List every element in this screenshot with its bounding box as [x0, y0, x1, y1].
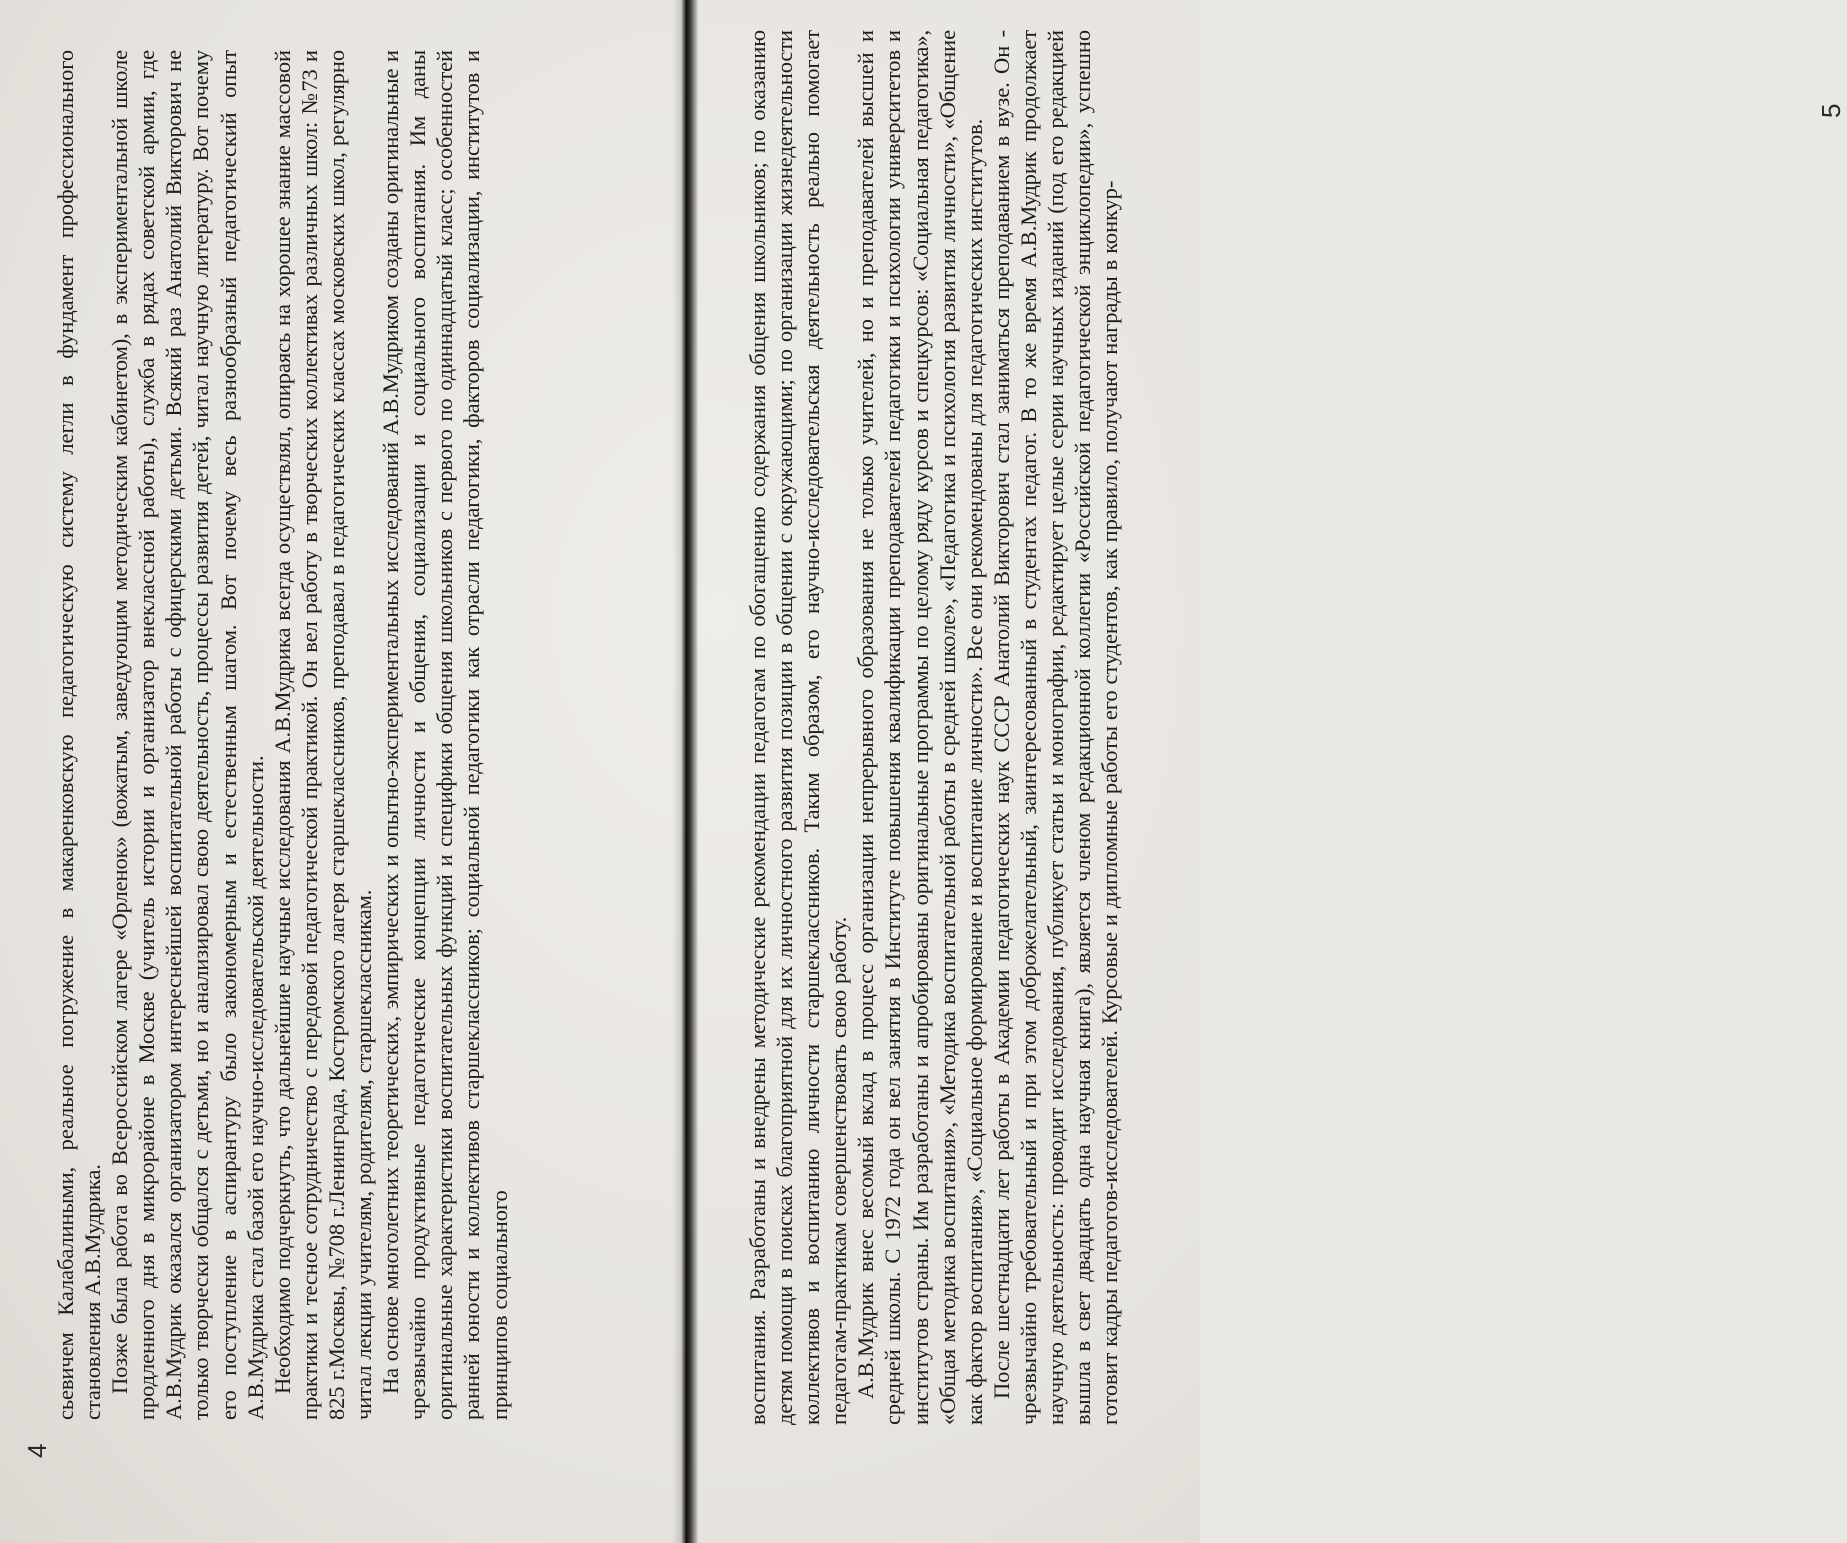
left-page-text: [52, 50, 513, 1420]
left-paragraph-4: На основе многолетних теоретических, эмпирических и опытно-экспериментальных исследований А.В.Мудриком созданы оригинальные и чрезвычайно продуктивные педагогические концепции личности и общения, социализации и социального воспитания. Им даны оригинальные характеристики воспитательных функций и специфики общения школьников с первого по одиннадцатый класс; особенностей ранней юности и коллективов старшеклассников; социальной педагогики как отрасли педагогики, факторов социализации, институтов и принципов социального: [378, 50, 512, 1420]
right-paragraph-2: А.В.Мудрик внес весомый вклад в процесс организации непрерывного образования не только учителей, но и преподавателей высшей и средней школы. С 1972 года он вел занятия в Институте повышения квалификации преподавателей педагогики и психологии университетов и институтов страны. Им разработаны и апробированы оригинальные программы по целому ряду курсов и спецкурсов: «Социальная педагогика», «Общая методика воспитания», «Методика воспитательной работы в средней школе», «Педагогика и психология развития личности», «Общение как фактор воспитания», «Социальное формирование и воспитание личности». Все они рекомендованы для педагогических институтов.: [853, 30, 987, 1425]
left-paragraph-2: Позже была работа во Всероссийском лагере «Орленок» (вожатым, заведующим методическим кабинетом), в экспериментальной школе продленного дня в микрорайоне в Москве (учитель истории и организатор внеклассной работы), служба в рядах советской армии, где А.В.Мудрик оказался организатором интереснейшей воспитательной работы с офицерскими детьми. Всякий раз Анатолий Викторович не только творчески общался с детьми, но и анализировал свою деятельность, процессы развития детей, читал научную литературу. Вот почему его поступление в аспирантуру было закономерным и естественным шагом. Вот почему весь разнообразный педагогический опыт А.В.Мудрика стал базой его научно-исследовательской деятельности.: [107, 50, 268, 1420]
left-page-number: 4: [22, 1443, 52, 1458]
left-paragraph-1: сьевичем Калабалиными, реальное погружение в макаренковскую педагогическую систему легли в фундамент профессионального становления А.В.Мудрика.: [53, 50, 106, 1420]
left-page: [0, 0, 672, 1543]
right-paragraph-1: воспитания. Разработаны и внедрены методические рекомендации педагогам по обогащению содержания общения школьников; по оказанию детям помощи в поисках благоприятной для их личностного развития позиции в общении с окружающими; по организации жизнедеятельности коллективов и воспитанию личности старшеклассников. Таким образом, его научно-исследовательская деятельность реально помогает педагогам-практикам совершенствовать свою работу.: [745, 30, 852, 1425]
right-page-text: [744, 30, 1123, 1425]
right-paragraph-3: После шестнадцати лет работы в Академии педагогических наук СССР Анатолий Викторович стал заниматься преподаванием в вузе. Он - чрезвычайно требовательный и при этом доброжелательный, заинтересованный в студентах педагог. В то же время А.В.Мудрик продолжает научную деятельность: проводит исследования, публикует статьи и монографии, редактирует целые серии научных изданий (под его редакцией вышла в свет двадцать одна научная книга), является членом редакционной коллегии «Российской педагогической энциклопедии», успешно готовит кадры педагогов-исследователей. Курсовые и дипломные работы его студентов, как правило, получают награды в конкур-: [988, 30, 1123, 1425]
right-page-number: 5: [1816, 103, 1846, 118]
right-page: [698, 0, 1846, 1543]
left-paragraph-3: Необходимо подчеркнуть, что дальнейшие научные исследования А.В.Мудрика всегда осуществлял, опираясь на хорошее знание массовой практики и тесное сотрудничество с передовой педагогической практикой. Он вел работу в творческих коллективах различных школ: №73 и 825 г.Москвы, №708 г.Ленинграда, Костромского лагеря старшеклассников, преподавал в педагогических классах московских школ, регулярно читал лекции учителям, родителям, старшеклассникам.: [269, 50, 377, 1420]
book-gutter: [672, 0, 698, 1543]
